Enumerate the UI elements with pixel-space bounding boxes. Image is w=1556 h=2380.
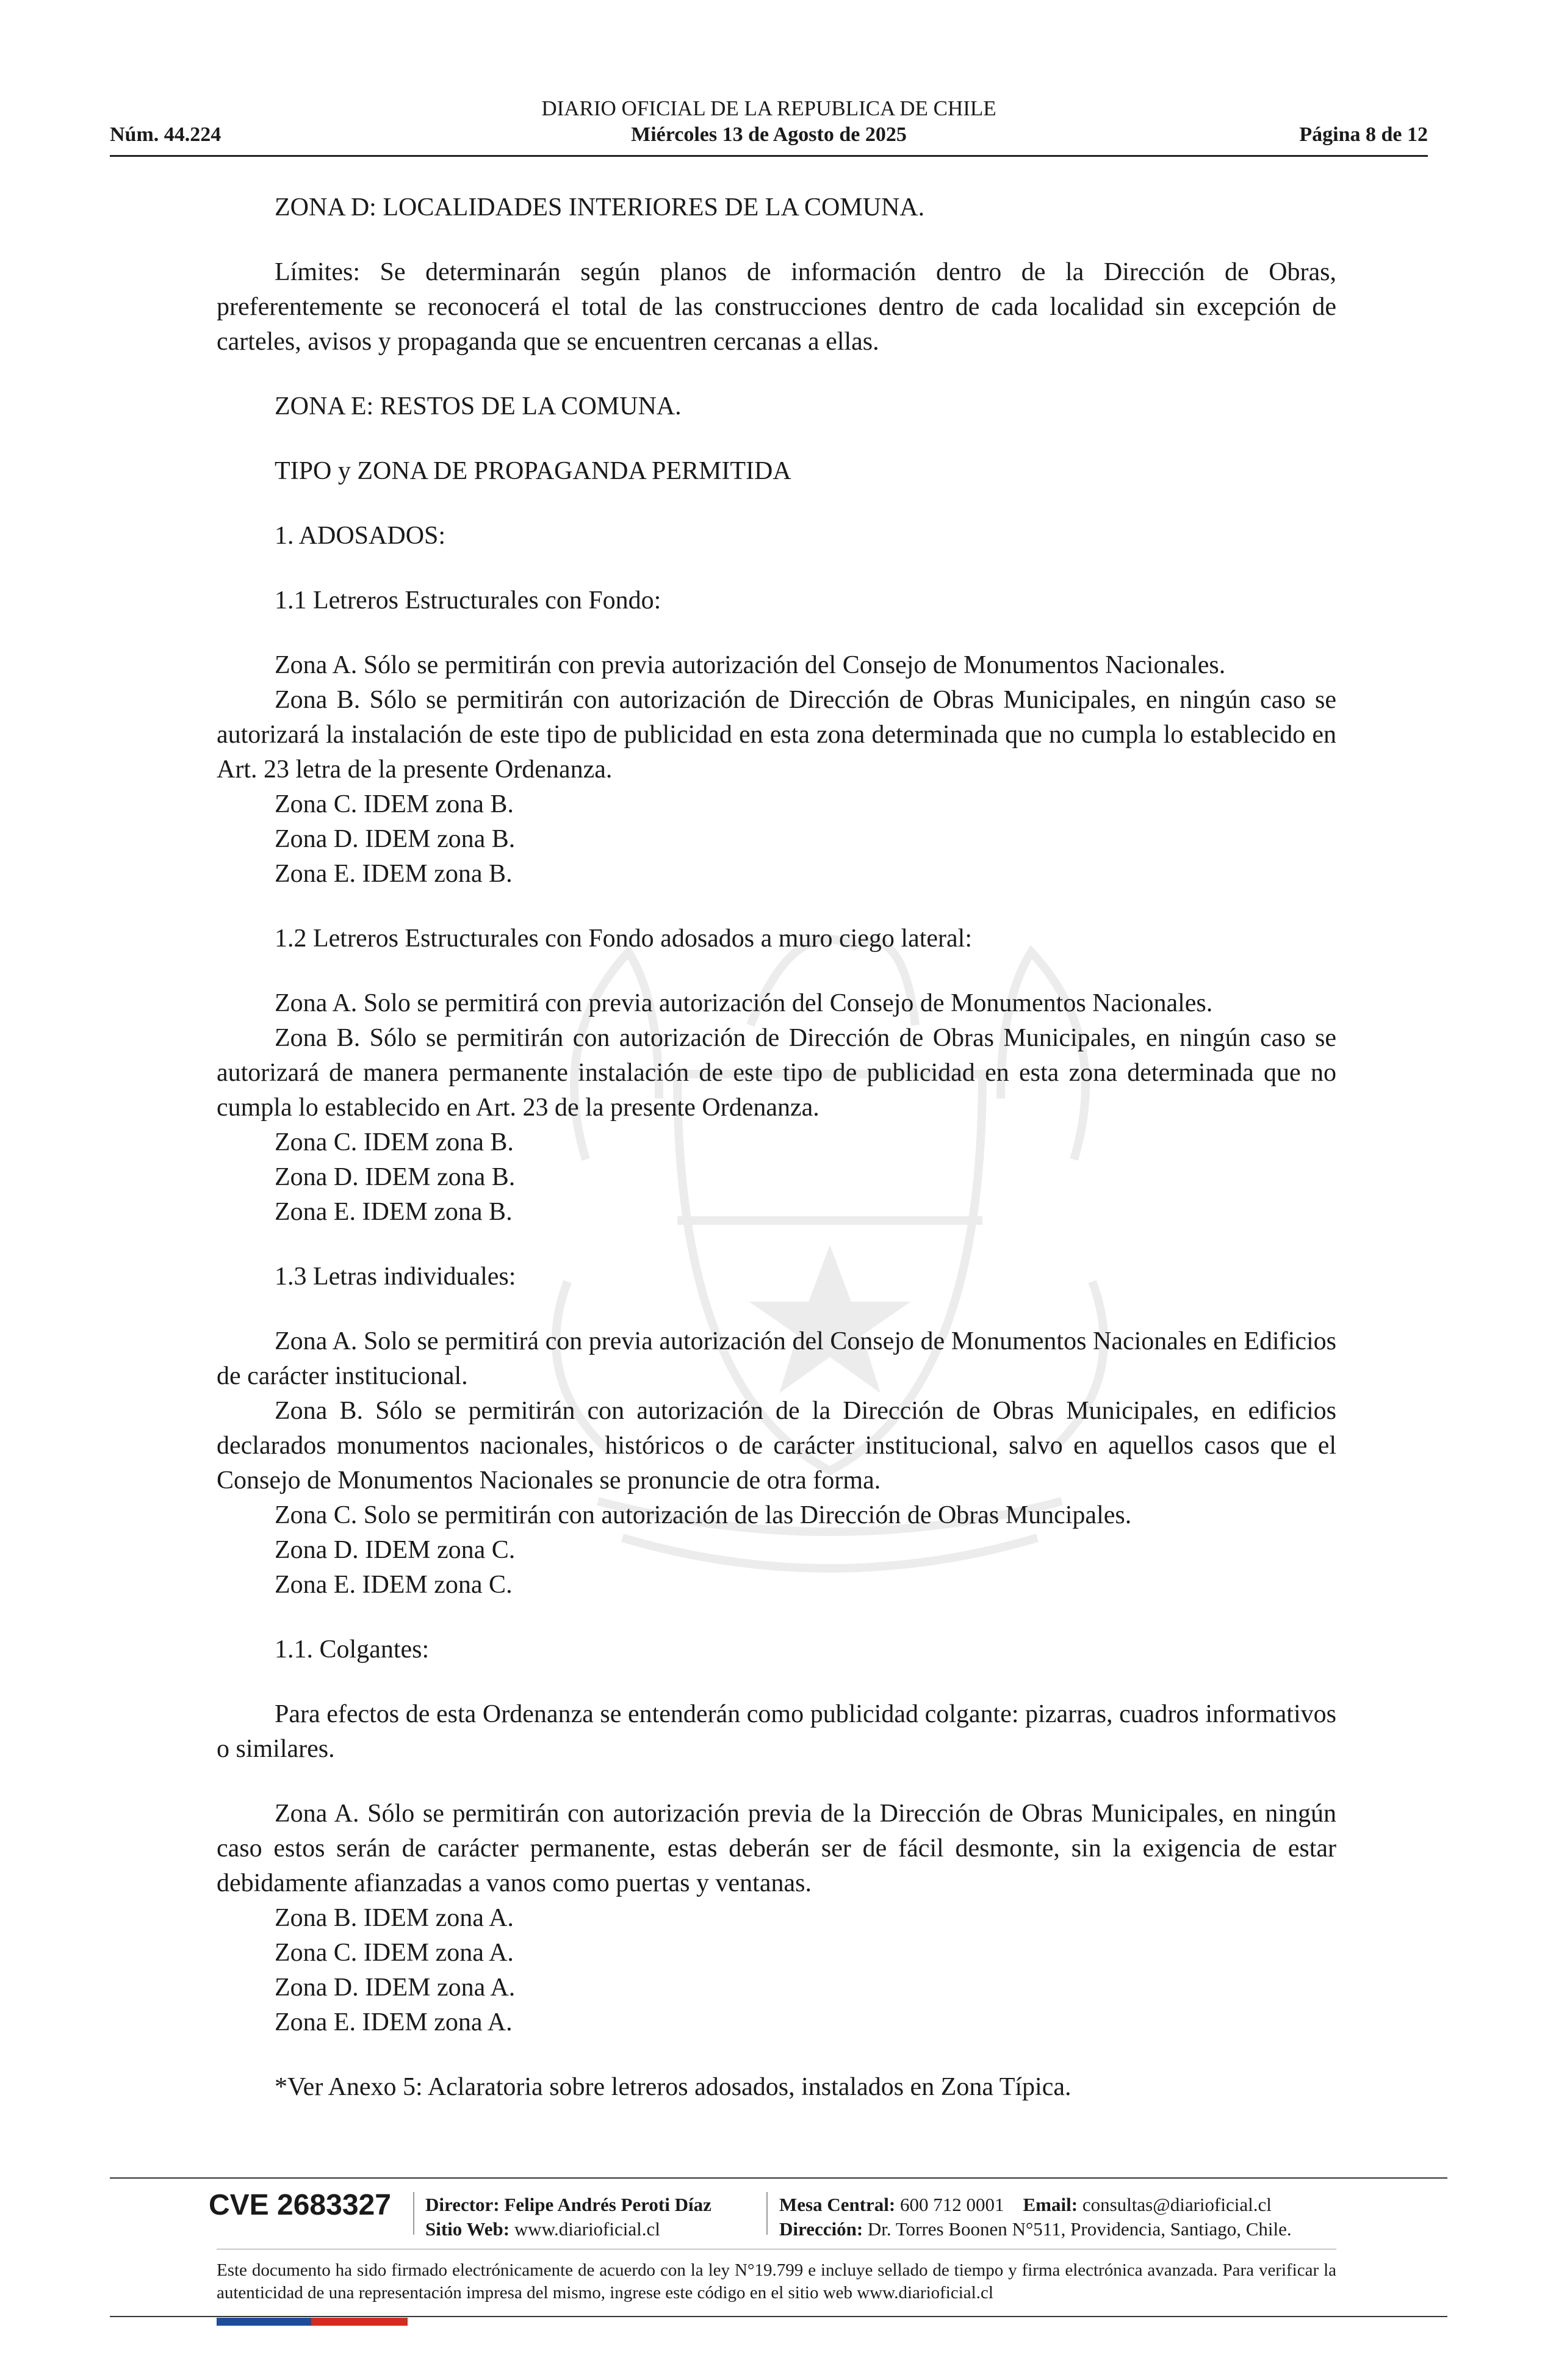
website-label: Sitio Web:	[425, 2218, 510, 2240]
paragraph: Zona C. Solo se permitirán con autorización de las Dirección de Obras Muncipales.	[275, 1501, 1132, 1529]
flag-stripe-red	[311, 2318, 408, 2326]
footer-bottom-divider	[110, 2316, 1447, 2317]
paragraph: Zona A. Sólo se permitirán con autorización previa de la Dirección de Obras Municipales, en ningún caso estos serán de carácter permanente, estas deberán ser de fácil desmonte, sin la exigencia de estar debidamente afianzadas a vanos como puertas y ventanas.	[217, 1800, 1336, 1897]
paragraph: Zona D. IDEM zona A.	[275, 1974, 516, 2002]
issue-date: Miércoles 13 de Agosto de 2025	[631, 123, 907, 146]
header-divider	[110, 155, 1428, 157]
newspaper-title: DIARIO OFICIAL DE LA REPUBLICA DE CHILE	[541, 96, 996, 120]
director-label: Director:	[425, 2194, 500, 2215]
footer-top-divider	[110, 2177, 1447, 2179]
paragraph: 1. ADOSADOS:	[275, 522, 446, 550]
paragraph: Zona E. IDEM zona B.	[275, 1198, 513, 1226]
paragraph: Zona C. IDEM zona B.	[275, 790, 514, 818]
mesa-label: Mesa Central:	[779, 2194, 896, 2215]
email-label: Email:	[1023, 2194, 1078, 2215]
paragraph: Zona B. IDEM zona A.	[275, 1904, 514, 1932]
cve-code: CVE 2683327	[209, 2189, 391, 2221]
paragraph: Zona C. IDEM zona A.	[275, 1939, 514, 1967]
paragraph: *Ver Anexo 5: Aclaratoria sobre letreros adosados, instalados en Zona Típica.	[275, 2073, 1072, 2101]
paragraph: Zona E. IDEM zona B.	[275, 860, 513, 888]
paragraph: Zona A. Solo se permitirá con previa autorización del Consejo de Monumentos Nacionales en Edificios de carácter institucional.	[217, 1327, 1336, 1390]
footer-separator	[413, 2192, 414, 2235]
paragraph: 1.3 Letras individuales:	[275, 1263, 516, 1291]
paragraph: Zona E. IDEM zona A.	[275, 2008, 513, 2036]
paragraph: TIPO y ZONA DE PROPAGANDA PERMITIDA	[275, 457, 791, 485]
address-value: Dr. Torres Boonen N°511, Providencia, Santiago, Chile.	[867, 2218, 1292, 2240]
contact-block	[779, 2193, 1292, 2241]
mesa-phone: 600 712 0001	[900, 2194, 1004, 2215]
paragraph: Zona B. Sólo se permitirán con autorización de Dirección de Obras Municipales, en ningún caso se autorizará de manera permanente instalación de este tipo de publicidad en esta zona determinada que no cumpla lo establecido en Art. 23 de la presente Ordenanza.	[217, 1024, 1336, 1122]
website-link[interactable]: www.diarioficial.cl	[514, 2218, 660, 2240]
paragraph: Zona D. IDEM zona B.	[275, 825, 516, 853]
footer-separator	[766, 2192, 768, 2235]
paragraph: Zona A. Sólo se permitirán con previa autorización del Consejo de Monumentos Nacionales.	[275, 651, 1226, 679]
issue-number: Núm. 44.224	[110, 123, 222, 146]
director-name: Felipe Andrés Peroti Díaz	[504, 2194, 711, 2215]
paragraph: ZONA D: LOCALIDADES INTERIORES DE LA COMUNA.	[275, 193, 925, 222]
page-number: Página 8 de 12	[1299, 123, 1428, 146]
paragraph: Zona E. IDEM zona C.	[275, 1571, 513, 1599]
legal-notice: Este documento ha sido firmado electrónicamente de acuerdo con la ley N°19.799 e incluye sellado de tiempo y firma electrónica avanzada. Para verificar la autenticidad de una representación impresa del mismo, ingrese este código en el sitio web www.diarioficial.cl	[217, 2260, 1336, 2302]
paragraph: Zona A. Solo se permitirá con previa autorización del Consejo de Monumentos Nacionales.	[275, 989, 1213, 1017]
paragraph: Zona D. IDEM zona B.	[275, 1163, 516, 1191]
paragraph: Para efectos de esta Ordenanza se entenderán como publicidad colgante: pizarras, cuadros informativos o similares.	[217, 1700, 1336, 1763]
document-body	[217, 190, 1336, 2105]
paragraph: 1.1 Letreros Estructurales con Fondo:	[275, 586, 661, 615]
address-label: Dirección:	[779, 2218, 863, 2240]
paragraph: 1.2 Letreros Estructurales con Fondo adosados a muro ciego lateral:	[275, 925, 972, 953]
flag-stripe-blue	[217, 2318, 311, 2326]
paragraph: Zona D. IDEM zona C.	[275, 1536, 516, 1564]
paragraph: Zona C. IDEM zona B.	[275, 1128, 514, 1156]
director-block	[425, 2193, 711, 2241]
email-link[interactable]: consultas@diarioficial.cl	[1082, 2194, 1272, 2215]
paragraph: ZONA E: RESTOS DE LA COMUNA.	[275, 392, 682, 420]
paragraph: 1.1. Colgantes:	[275, 1635, 430, 1664]
paragraph: Límites: Se determinarán según planos de información dentro de la Dirección de Obras, preferentemente se reconocerá el total de las construcciones dentro de cada localidad sin excepción de carteles, avisos y propaganda que se encuentren cercanas a ellas.	[217, 258, 1336, 356]
paragraph: Zona B. Sólo se permitirán con autorización de la Dirección de Obras Municipales, en edificios declarados monumentos nacionales, históricos o de carácter institucional, salvo en aquellos casos que el Consejo de Monumentos Nacionales se pronuncie de otra forma.	[217, 1397, 1336, 1495]
paragraph: Zona B. Sólo se permitirán con autorización de Dirección de Obras Municipales, en ningún caso se autorizará la instalación de este tipo de publicidad en esta zona determinada que no cumpla lo establecido en Art. 23 letra de la presente Ordenanza.	[217, 686, 1336, 784]
